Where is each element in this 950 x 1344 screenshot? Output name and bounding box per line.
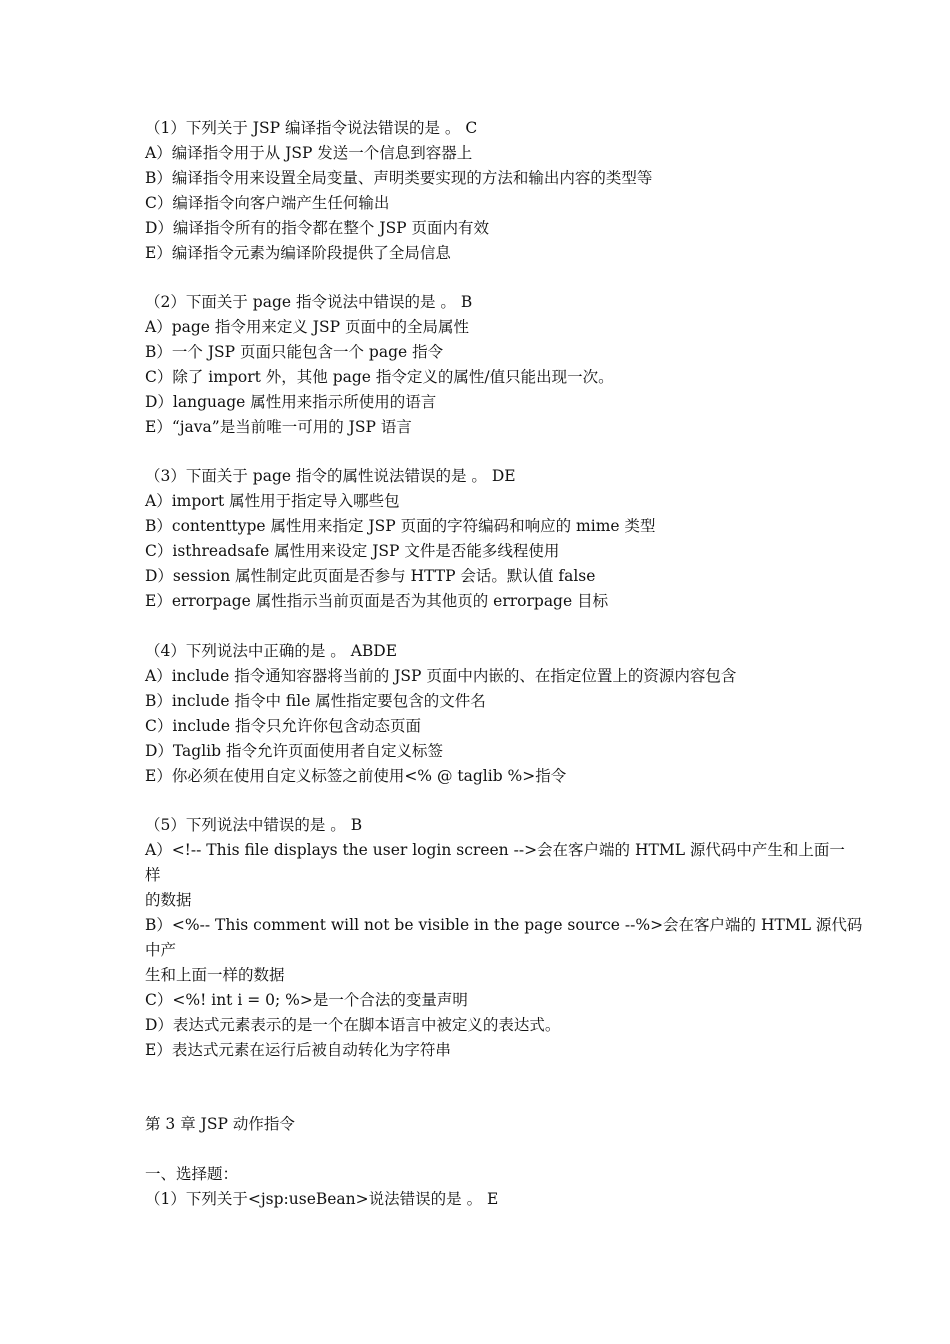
q2-option-e: E）“java”是当前唯一可用的 JSP 语言	[145, 418, 412, 436]
q5-option-d: D）表达式元素表示的是一个在脚本语言中被定义的表达式。	[145, 1016, 561, 1034]
q5-option-a-wrap-2: 的数据	[145, 891, 192, 909]
q5-option-b-wrap-1: 中产	[145, 941, 177, 959]
q1-option-a: A）编译指令用于从 JSP 发送一个信息到容器上	[145, 144, 473, 162]
q2-option-a: A）page 指令用来定义 JSP 页面中的全局属性	[145, 318, 469, 336]
q5-option-e: E）表达式元素在运行后被自动转化为字符串	[145, 1041, 451, 1059]
q1-option-e: E）编译指令元素为编译阶段提供了全局信息	[145, 244, 451, 262]
q3-option-a: A）import 属性用于指定导入哪些包	[145, 492, 400, 510]
q1-option-d: D）编译指令所有的指令都在整个 JSP 页面内有效	[145, 219, 490, 237]
q5-option-c: C）<%! int i = 0; %>是一个合法的变量声明	[145, 991, 468, 1009]
q3-option-d: D）session 属性制定此页面是否参与 HTTP 会话。默认值 false	[145, 567, 596, 585]
q5-question: （5）下列说法中错误的是 。 B	[145, 816, 363, 834]
q5-option-a: A）<!-- This file displays the user login screen -->会在客户端的 HTML 源代码中产生和上面一	[145, 841, 845, 859]
q2-option-c: C）除了 import 外，其他 page 指令定义的属性/值只能出现一次。	[145, 368, 614, 386]
q1-question: （1）下列关于 JSP 编译指令说法错误的是 。 C	[145, 119, 478, 137]
chapter-heading: 第 3 章 JSP 动作指令	[145, 1115, 295, 1133]
q2-option-b: B）一个 JSP 页面只能包含一个 page 指令	[145, 343, 444, 361]
q3-option-e: E）errorpage 属性指示当前页面是否为其他页的 errorpage 目标	[145, 592, 609, 610]
q3-option-b: B）contenttype 属性用来指定 JSP 页面的字符编码和响应的 mime 类型	[145, 517, 656, 535]
q1-option-b: B）编译指令用来设置全局变量、声明类要实现的方法和输出内容的类型等	[145, 169, 653, 187]
q5-option-b: B）<%-- This comment will not be visible in the page source --%>会在客户端的 HTML 源代码	[145, 916, 863, 934]
q2-question: （2）下面关于 page 指令说法中错误的是 。 B	[145, 293, 473, 311]
q2-option-d: D）language 属性用来指示所使用的语言	[145, 393, 437, 411]
q3-question: （3）下面关于 page 指令的属性说法错误的是 。 DE	[145, 467, 516, 485]
q4-option-d: D）Taglib 指令允许页面使用者自定义标签	[145, 742, 443, 760]
q4-option-a: A）include 指令通知容器将当前的 JSP 页面中内嵌的、在指定位置上的资源内容包含	[145, 667, 737, 685]
q4-option-c: C）include 指令只允许你包含动态页面	[145, 717, 421, 735]
q4-option-e: E）你必须在使用自定义标签之前使用<% @ taglib %>指令	[145, 767, 567, 785]
q3-option-c: C）isthreadsafe 属性用来设定 JSP 文件是否能多线程使用	[145, 542, 560, 560]
section-heading: 一、选择题：	[145, 1165, 239, 1183]
q5-option-b-wrap-2: 生和上面一样的数据	[145, 966, 285, 984]
q4-question: （4）下列说法中正确的是 。 ABDE	[145, 642, 398, 660]
q1-option-c: C）编译指令向客户端产生任何输出	[145, 194, 390, 212]
q4-option-b: B）include 指令中 file 属性指定要包含的文件名	[145, 692, 486, 710]
q5-option-a-wrap-1: 样	[145, 866, 161, 884]
ch3-q1-question: （1）下列关于<jsp:useBean>说法错误的是 。 E	[145, 1190, 499, 1208]
